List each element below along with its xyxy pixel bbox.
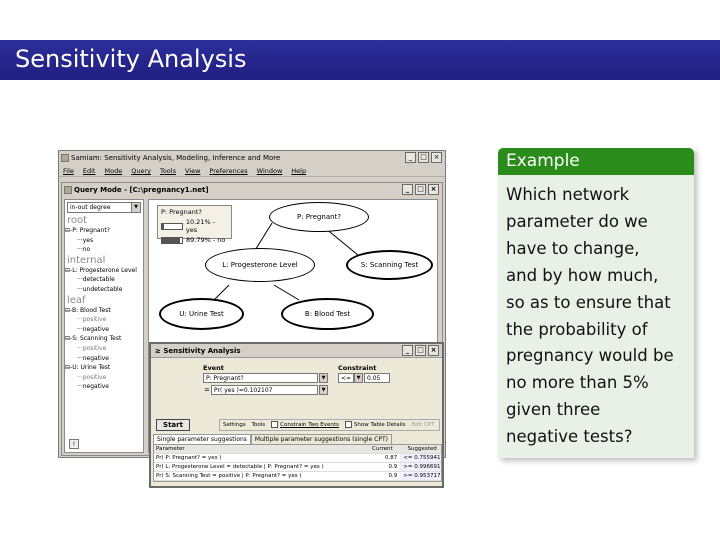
tree-var-label: U: Urine Test <box>72 364 111 372</box>
table-header <box>154 445 441 454</box>
sa-minimize-icon[interactable]: _ <box>402 345 413 356</box>
node-blood[interactable]: B: Blood Test <box>281 298 374 330</box>
constraint-operator[interactable]: <= <box>338 373 354 383</box>
app-title: Samiam: Sensitivity Analysis, Modeling, Inference and More <box>71 154 281 162</box>
tree-state[interactable]: ···undetectable <box>77 285 123 293</box>
tree-state[interactable]: ···positive <box>77 316 107 324</box>
constraint-label: Constraint <box>338 364 377 372</box>
variable-tree-panel <box>64 199 144 453</box>
monitor-yes-label: 10.21% - yes <box>185 218 216 234</box>
sa-title: Sensitivity Analysis <box>163 347 241 355</box>
col-parameter[interactable]: Parameter <box>156 446 185 452</box>
monitor-title: P: Pregnant? <box>161 208 202 216</box>
monitor-yes-bar <box>162 224 164 229</box>
tools-menu[interactable]: Tools <box>251 421 266 428</box>
example-line: the probability of <box>506 319 648 339</box>
sa-tabs <box>153 434 392 444</box>
menu-view[interactable]: View <box>184 167 201 175</box>
node-pregnant[interactable]: P: Pregnant? <box>269 202 369 232</box>
tree-var-scanning[interactable]: ⊟-S: Scanning Test <box>65 335 122 343</box>
menu-file[interactable]: File <box>63 167 74 175</box>
event-eq: = <box>204 386 210 394</box>
tree-var-label: B: Blood Test <box>71 306 111 314</box>
tree-group-root: root <box>67 215 88 226</box>
degree-select-value: in-out degree <box>70 204 111 211</box>
app-icon <box>61 154 69 162</box>
cell-suggested: >= 0.953717 <box>400 472 441 480</box>
tree-state-label: negative <box>82 325 109 333</box>
exclamation-button[interactable]: ! <box>69 439 79 449</box>
checkbox-icon <box>345 421 352 428</box>
tree-state-label: detectable <box>82 276 115 284</box>
tree-state-label: positive <box>82 373 107 381</box>
app-title-bar <box>59 151 445 165</box>
tree-var-blood[interactable]: ⊟-B: Blood Test <box>65 306 111 314</box>
chevron-down-icon: ▼ <box>131 203 140 212</box>
example-line: parameter do we <box>506 211 648 231</box>
maximize-icon[interactable]: □ <box>418 152 429 163</box>
node-scanning[interactable]: S: Scanning Test <box>346 250 433 280</box>
sensitivity-analysis-window <box>149 342 444 488</box>
query-title: Query Mode - [C:\pregnancy1.net] <box>74 186 209 194</box>
tree-state-label: undetectable <box>82 285 123 293</box>
tree-var-urine[interactable]: ⊟-U: Urine Test <box>65 364 111 372</box>
query-minimize-icon[interactable]: _ <box>402 184 413 195</box>
cell-current: 0.9 <box>388 464 398 470</box>
tree-state-label: yes <box>82 236 94 244</box>
chevron-down-icon[interactable]: ▼ <box>319 373 328 383</box>
query-maximize-icon[interactable]: □ <box>415 184 426 195</box>
checkbox-icon <box>271 421 278 428</box>
tree-var-label: P: Pregnant? <box>72 227 110 234</box>
cell-parameter: Pr( P: Pregnant? = yes ) <box>156 455 222 461</box>
col-current[interactable]: Current <box>372 446 393 452</box>
example-line: so as to ensure that <box>506 292 671 312</box>
constrain-label: Constrain Two Events <box>280 421 339 428</box>
settings-menu[interactable]: Settings <box>223 421 246 428</box>
slide-title: Sensitivity Analysis <box>15 45 247 73</box>
close-icon[interactable]: × <box>431 152 442 163</box>
constraint-value-input[interactable]: 0.05 <box>364 373 390 383</box>
tree-state[interactable]: ···negative <box>77 325 109 333</box>
example-body <box>498 175 694 458</box>
tree-var-label: L: Progesterone Level <box>72 266 137 274</box>
query-window-icon <box>64 186 72 194</box>
menu-preferences[interactable]: Preferences <box>209 167 248 175</box>
menu-tools[interactable]: Tools <box>159 167 176 175</box>
samiam-window <box>58 150 446 479</box>
query-close-icon[interactable]: × <box>428 184 439 195</box>
tree-state[interactable]: ···negative <box>77 354 109 362</box>
example-line: given three <box>506 400 601 420</box>
monitor-no-label: 89.79% - no <box>186 236 226 244</box>
cell-parameter: Pr( L: Progesterone Level = detectable | P: Pregnant? = yes ) <box>156 464 324 470</box>
example-line: have to change, <box>506 238 640 258</box>
example-line: Which network <box>506 185 630 204</box>
col-suggested[interactable]: Suggested <box>407 446 437 452</box>
example-line: and by how much, <box>506 265 659 285</box>
tree-state[interactable]: ···positive <box>77 373 107 381</box>
constrain-two-events-checkbox[interactable] <box>271 420 339 431</box>
sigma-icon: ≥ <box>155 347 164 355</box>
suggestions-table <box>153 444 442 482</box>
sa-close-icon[interactable]: × <box>428 345 439 356</box>
show-table-label: Show Table Details <box>353 421 406 428</box>
tree-var-progesterone[interactable]: ⊟-L: Progesterone Level <box>65 266 137 274</box>
tree-state-label: negative <box>82 354 109 362</box>
cell-suggested: >= 0.996691 <box>400 463 441 471</box>
menu-window[interactable]: Window <box>256 167 283 175</box>
tree-var-label: S: Scanning Test <box>72 335 122 343</box>
tree-state-label: positive <box>82 344 107 352</box>
menu-help[interactable]: Help <box>291 167 307 175</box>
show-table-details-checkbox[interactable] <box>345 420 406 431</box>
menu-bar <box>59 165 445 177</box>
edit-cpt-button[interactable]: Edit CPT <box>411 421 435 428</box>
example-block <box>498 148 694 458</box>
event-label: Event <box>203 364 224 372</box>
tree-group-leaf: leaf <box>67 294 86 306</box>
node-progesterone[interactable]: L: Progesterone Level <box>205 248 315 282</box>
tab-multiple-parameter[interactable]: Multiple parameter suggestions (single CPT) <box>251 434 392 444</box>
chevron-down-icon[interactable]: ▼ <box>354 373 363 383</box>
tree-state[interactable]: ···no <box>77 246 91 254</box>
sa-toolbar <box>219 419 440 431</box>
menu-query[interactable]: Query <box>131 167 151 175</box>
edge-progesterone-urine <box>214 285 229 300</box>
tree-state[interactable]: ···positive <box>77 344 107 352</box>
cell-suggested: <= 0.755941 <box>400 454 441 462</box>
query-title-bar <box>62 183 442 197</box>
tree-var-pregnant[interactable]: ⊟-P: Pregnant? <box>65 227 110 234</box>
degree-select[interactable] <box>67 202 141 213</box>
event-value-select[interactable]: Pr( yes )=0.102107 <box>211 385 318 395</box>
tree-state-label: no <box>82 246 91 254</box>
menu-mode[interactable]: Mode <box>104 167 123 175</box>
table-row[interactable] <box>154 472 441 481</box>
tree-state[interactable]: ···negative <box>77 383 109 391</box>
tree-state-label: negative <box>82 383 109 391</box>
table-row[interactable] <box>154 463 441 472</box>
monitor-no-bar <box>162 238 180 243</box>
menu-edit[interactable]: Edit <box>82 167 96 175</box>
tree-group-internal: internal <box>67 254 106 266</box>
tree-state-label: positive <box>82 316 107 324</box>
example-line: no more than 5% <box>506 373 649 393</box>
start-button[interactable]: Start <box>156 419 190 431</box>
example-line: negative tests? <box>506 427 633 447</box>
tab-single-parameter[interactable]: Single parameter suggestions <box>153 434 251 444</box>
edge-progesterone-blood <box>274 285 299 300</box>
tree-state[interactable]: ···yes <box>77 236 94 244</box>
event-variable-select[interactable]: P: Pregnant? <box>203 373 318 383</box>
tree-state[interactable]: ···detectable <box>77 276 115 284</box>
sa-maximize-icon[interactable]: □ <box>415 345 426 356</box>
example-line: pregnancy would be <box>506 346 674 366</box>
node-urine[interactable]: U: Urine Test <box>159 298 244 330</box>
table-row[interactable] <box>154 454 441 463</box>
pregnant-monitor[interactable] <box>157 205 232 244</box>
cell-parameter: Pr( S: Scanning Test = positive | P: Pregnant? = yes ) <box>156 473 302 479</box>
query-mode-window <box>61 182 443 479</box>
example-title: Example <box>498 148 694 175</box>
chevron-down-icon[interactable]: ▼ <box>319 385 328 395</box>
sa-title-bar <box>151 344 442 358</box>
slide-title-bar <box>0 40 720 80</box>
cell-current: 0.9 <box>388 473 398 479</box>
cell-current: 0.87 <box>385 455 398 461</box>
minimize-icon[interactable]: _ <box>405 152 416 163</box>
